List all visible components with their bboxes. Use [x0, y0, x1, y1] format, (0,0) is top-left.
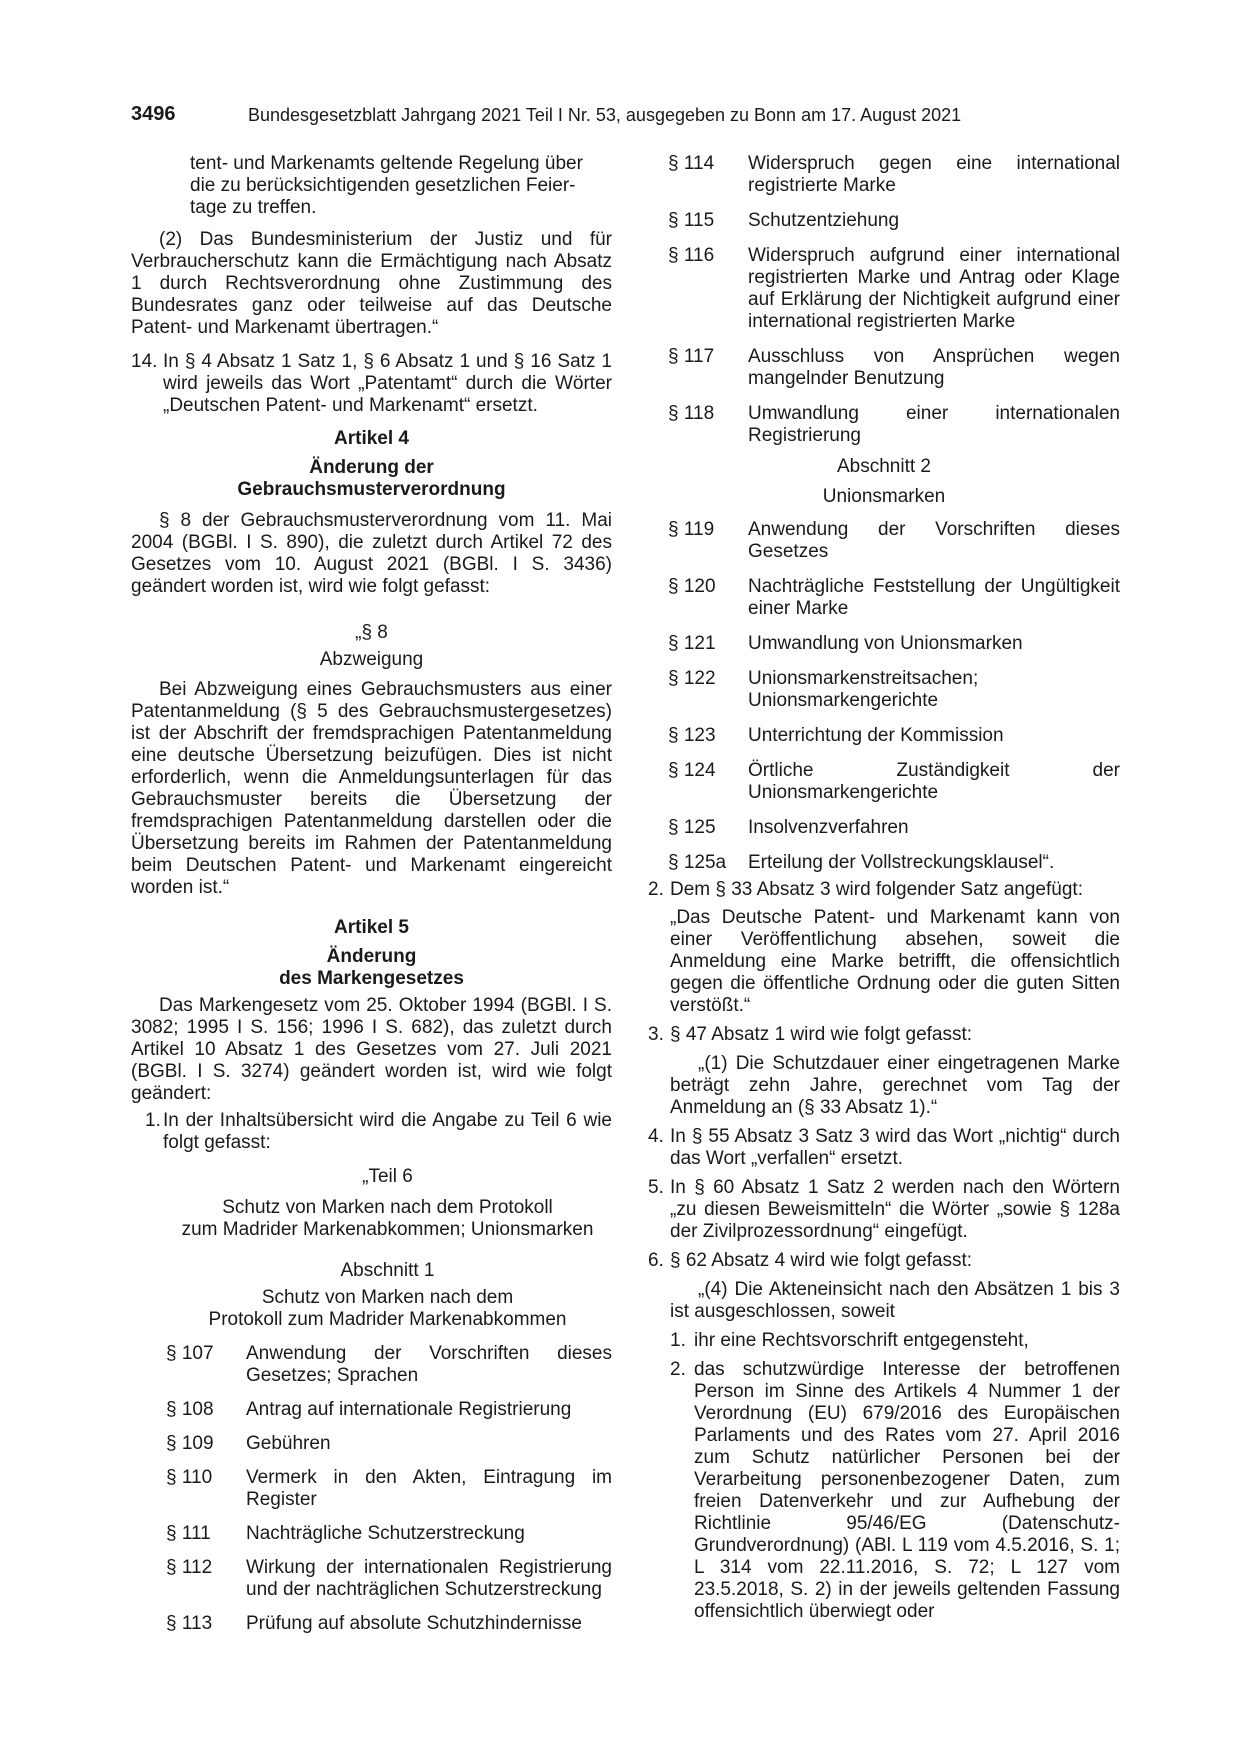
- toc-entry-number: § 107: [166, 1343, 214, 1364]
- toc-entry: [668, 668, 1120, 712]
- toc-entry: [668, 725, 1120, 747]
- subitem-2: [648, 1359, 1120, 1623]
- item-2-quote: „Das Deutsche Patent- und Markenamt kann von einer Veröffentlichung absehen, soweit die Anmeldung eine Marke betrifft, die offensichtlich gegen die öffentliche Ordnung oder die guten Sitten verstößt.“: [670, 907, 1120, 1016]
- teil-6-heading-line: Schutz von Marken nach dem Protokoll: [222, 1197, 553, 1218]
- subitem-text: ihr eine Rechtsvorschrift entgegensteht,: [694, 1330, 1029, 1351]
- toc-entry: [668, 760, 1120, 804]
- amendment-item-3: [648, 1024, 1120, 1046]
- section-8-number: „§ 8: [355, 622, 388, 643]
- page-number: 3496: [131, 103, 176, 125]
- amendment-item-2: [648, 879, 1120, 901]
- article-5-heading-line: Änderung: [326, 946, 417, 967]
- item-text: In § 55 Absatz 3 Satz 3 wird das Wort „nichtig“ durch das Wort „verfallen“ ersetzt.: [670, 1126, 1120, 1169]
- continuation-line: tage zu treffen.: [190, 197, 317, 218]
- toc-entry-number: § 121: [668, 633, 716, 654]
- toc-entry-number: § 110: [166, 1467, 213, 1488]
- item-number: 14.: [131, 351, 158, 372]
- abschnitt-1-heading-line: Schutz von Marken nach dem: [261, 1287, 514, 1308]
- toc-list-abschnitt-2: [648, 519, 1120, 874]
- article-5-heading-line: des Markengesetzes: [279, 968, 464, 989]
- teil-6-heading-line: zum Madrider Markenabkommen; Unionsmarken: [181, 1219, 594, 1240]
- item-3-quote: „(1) Die Schutzdauer einer eingetragenen Marke beträgt zehn Jahre, gerechnet vom Tag der Anmeldung an (§ 33 Absatz 1).“: [670, 1053, 1120, 1118]
- article-5-title: Artikel 5: [334, 917, 409, 938]
- continuation-text: [131, 153, 612, 219]
- toc-entry-text: Vermerk in den Akten, Eintragung im Register: [246, 1467, 612, 1510]
- toc-entry-number: § 117: [668, 346, 715, 367]
- amendment-item-14: [131, 351, 612, 417]
- subitem-number: 2.: [670, 1359, 686, 1380]
- teil-6-title: „Teil 6: [362, 1166, 413, 1187]
- toc-entry: [166, 1343, 612, 1387]
- abschnitt-1-heading-line: Protokoll zum Madrider Markenabkommen: [208, 1309, 567, 1330]
- toc-entry: [668, 852, 1120, 874]
- toc-entry: [668, 817, 1120, 839]
- toc-entry: [668, 346, 1120, 390]
- item-number: 4.: [648, 1126, 664, 1147]
- toc-entry: [166, 1399, 612, 1421]
- abschnitt-2-subtitle: Unionsmarken: [822, 486, 946, 507]
- amendment-item-6: [648, 1250, 1120, 1272]
- toc-entry-number: § 122: [668, 668, 716, 689]
- item-text: In der Inhaltsübersicht wird die Angabe zu Teil 6 wie folgt gefasst:: [163, 1110, 612, 1153]
- article-4-title: Artikel 4: [334, 428, 409, 449]
- toc-entry-text: Unterrichtung der Kommission: [748, 725, 1004, 746]
- toc-entry: [166, 1613, 612, 1635]
- toc-entry: [668, 245, 1120, 333]
- amendment-item-1: [131, 1110, 612, 1154]
- item-text: In § 4 Absatz 1 Satz 1, § 6 Absatz 1 und § 16 Satz 1 wird jeweils das Wort „Patentamt“ durch die Wörter „Deutschen Patent- und Markenamt“ ersetzt.: [163, 351, 612, 416]
- toc-entry: [166, 1467, 612, 1511]
- toc-entry-number: § 114: [668, 153, 715, 174]
- toc-entry-number: § 115: [668, 210, 715, 231]
- toc-list-abschnitt-1: [131, 1343, 612, 1635]
- toc-entry-number: § 124: [668, 760, 716, 781]
- item-6-quote: „(4) Die Akteneinsicht nach den Absätzen 1 bis 3 ist ausgeschlossen, soweit: [670, 1279, 1120, 1322]
- toc-entry: [668, 210, 1120, 232]
- toc-entry-text: Nachträgliche Feststellung der Ungültigkeit einer Marke: [748, 576, 1120, 619]
- toc-entry-number: § 119: [668, 519, 715, 540]
- toc-entry-number: § 120: [668, 576, 716, 597]
- toc-entry-number: § 118: [668, 403, 715, 424]
- toc-entry-number: § 123: [668, 725, 716, 746]
- abschnitt-2-title: Abschnitt 2: [837, 456, 931, 477]
- toc-entry-text: Ausschluss von Ansprüchen wegen mangelnder Benutzung: [748, 346, 1120, 389]
- toc-entry-text: Widerspruch gegen eine international registrierte Marke: [748, 153, 1120, 196]
- toc-entry: [166, 1557, 612, 1601]
- toc-entry-text: Örtliche Zuständigkeit der Unionsmarkengerichte: [748, 760, 1120, 803]
- toc-entry: [166, 1523, 612, 1545]
- toc-entry: [668, 403, 1120, 447]
- toc-entry-text: Nachträgliche Schutzerstreckung: [246, 1523, 525, 1544]
- toc-entry: [166, 1433, 612, 1455]
- toc-entry-text: Anwendung der Vorschriften dieses Gesetzes: [748, 519, 1120, 562]
- toc-entry-text: Umwandlung von Unionsmarken: [748, 633, 1023, 654]
- item-text: In § 60 Absatz 1 Satz 2 werden nach den Wörtern „zu diesen Beweismitteln“ die Wörter „sowie § 128a der Zivilprozessordnung“ eingefügt.: [670, 1177, 1120, 1242]
- toc-entry-text: Widerspruch aufgrund einer international registrierten Marke und Antrag oder Klage auf Erklärung der Nichtigkeit aufgrund einer international registrierten Marke: [748, 245, 1120, 332]
- item-text: Dem § 33 Absatz 3 wird folgender Satz angefügt:: [670, 879, 1083, 900]
- item-number: 3.: [648, 1024, 664, 1045]
- toc-entry-number: § 125a: [668, 852, 727, 873]
- toc-entry-text: Gebühren: [246, 1433, 331, 1454]
- subitem-text: das schutzwürdige Interesse der betroffenen Person im Sinne des Artikels 4 Nummer 1 der Verordnung (EU) 679/2016 des Europäischen Parlaments und des Rates vom 27. April 2016 zum Schutz natürlicher Personen bei der Verarbeitung personenbezogener Daten, zum freien Datenverkehr und zur Aufhebung der Richtlinie 95/46/EG (Datenschutz-Grundverordnung) (ABl. L 119 vom 4.5.2016, S. 1; L 314 vom 22.11.2016, S. 72; L 127 vom 23.5.2018, S. 2) in der jeweils geltenden Fassung offensichtlich überwiegt oder: [694, 1359, 1120, 1622]
- toc-entry-text: Umwandlung einer internationalen Registrierung: [748, 403, 1120, 446]
- toc-entry-number: § 111: [166, 1523, 211, 1544]
- continuation-line: die zu berücksichtigenden gesetzlichen Feier-: [190, 175, 576, 196]
- item-text: § 62 Absatz 4 wird wie folgt gefasst:: [670, 1250, 973, 1271]
- article-4-intro: § 8 der Gebrauchsmusterverordnung vom 11. Mai 2004 (BGBl. I S. 890), die zuletzt durch Artikel 72 des Gesetzes vom 10. August 2021 (BGBl. I S. 3436) geändert worden ist, wird wie folgt gefasst:: [131, 510, 612, 597]
- article-4-heading-line: Gebrauchsmusterverordnung: [237, 479, 506, 500]
- toc-entry-number: § 125: [668, 817, 716, 838]
- right-column: [648, 153, 1120, 1623]
- absatz-2: (2) Das Bundesministerium der Justiz und für Verbraucherschutz kann die Ermächtigung nach Absatz 1 durch Rechtsverordnung ohne Zustimmung des Bundesrates ganz oder teilweise auf das Deutsche Patent- und Markenamt übertragen.“: [131, 229, 612, 338]
- item-number: 1.: [145, 1110, 161, 1131]
- toc-entry-text: Insolvenzverfahren: [748, 817, 909, 838]
- item-number: 2.: [648, 879, 664, 900]
- toc-entry: [668, 153, 1120, 197]
- toc-entry: [668, 633, 1120, 655]
- left-column: [131, 153, 612, 1635]
- toc-entry-text: Erteilung der Vollstreckungsklausel“.: [748, 852, 1055, 873]
- toc-entry-text: Anwendung der Vorschriften dieses Gesetzes; Sprachen: [246, 1343, 612, 1386]
- toc-entry-number: § 112: [166, 1557, 213, 1578]
- toc-entry: [668, 576, 1120, 620]
- subitem-number: 1.: [670, 1330, 686, 1351]
- abschnitt-1-title: Abschnitt 1: [340, 1260, 435, 1281]
- amendment-item-5: [648, 1177, 1120, 1243]
- publication-title: Bundesgesetzblatt Jahrgang 2021 Teil I Nr. 53, ausgegeben zu Bonn am 17. August 2021: [248, 105, 962, 125]
- continuation-line: tent- und Markenamts geltende Regelung über: [190, 153, 583, 174]
- subitem-1: [648, 1330, 1120, 1352]
- toc-entry-text: Prüfung auf absolute Schutzhindernisse: [246, 1613, 582, 1634]
- page-header: [0, 103, 1241, 127]
- toc-entry-number: § 113: [166, 1613, 213, 1634]
- toc-entry-text: Wirkung der internationalen Registrierung und der nachträglichen Schutzerstreckung: [246, 1557, 612, 1600]
- section-8-title: Abzweigung: [319, 649, 424, 670]
- article-4-heading-line: Änderung der: [309, 457, 434, 478]
- toc-entry-number: § 109: [166, 1433, 214, 1454]
- amendment-item-4: [648, 1126, 1120, 1170]
- item-text: § 47 Absatz 1 wird wie folgt gefasst:: [670, 1024, 973, 1045]
- article-5-intro: Das Markengesetz vom 25. Oktober 1994 (BGBl. I S. 3082; 1995 I S. 156; 1996 I S. 682), das zuletzt durch Artikel 10 Absatz 1 des Gesetzes vom 27. Juli 2021 (BGBl. I S. 3274) geändert worden ist, wird wie folgt geändert:: [131, 995, 612, 1104]
- toc-entry-number: § 116: [668, 245, 715, 266]
- item-number: 5.: [648, 1177, 664, 1198]
- toc-entry-text: Unionsmarkenstreitsachen; Unionsmarkengerichte: [748, 668, 979, 711]
- toc-entry: [668, 519, 1120, 563]
- item-number: 6.: [648, 1250, 664, 1271]
- toc-list-abschnitt-1-cont: [648, 153, 1120, 447]
- toc-entry-text: Schutzentziehung: [748, 210, 900, 231]
- toc-entry-text: Antrag auf internationale Registrierung: [246, 1399, 572, 1420]
- toc-entry-number: § 108: [166, 1399, 214, 1420]
- section-8-text: Bei Abzweigung eines Gebrauchsmusters aus einer Patentanmeldung (§ 5 des Gebrauchsmustergesetzes) ist der Abschrift der fremdsprachigen Patentanmeldung eine deutsche Übersetzung beizufügen. Dies ist nicht erforderlich, wenn die Anmeldungsunterlagen für das Gebrauchsmuster bereits die Übersetzung der fremdsprachigen Patentanmeldung darstellen oder die Übersetzung bereits im Rahmen der Patentanmeldung beim Deutschen Patent- und Markenamt eingereicht worden ist.“: [131, 679, 612, 898]
